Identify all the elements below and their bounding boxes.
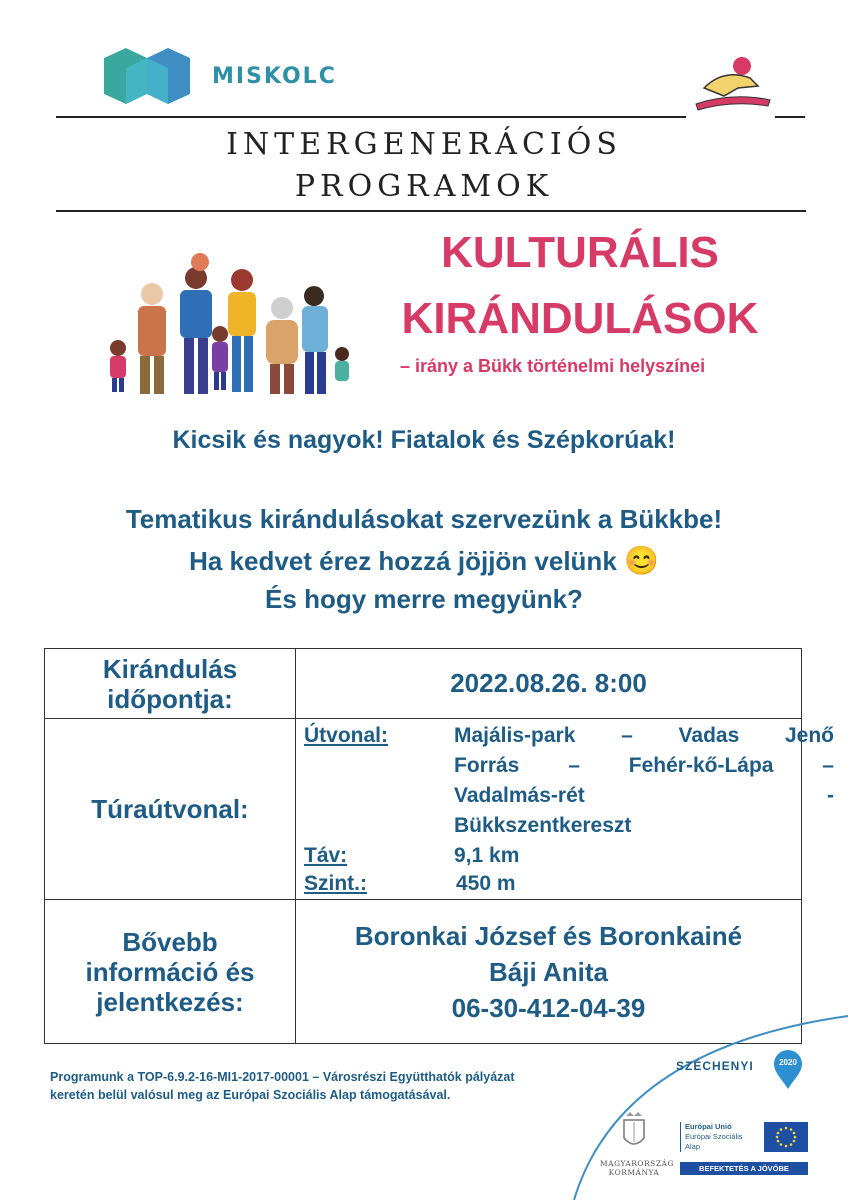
program-title-line2: PROGRAMOK bbox=[294, 169, 554, 204]
route-line2: Forrás – Fehér-kő-Lápa – bbox=[454, 754, 834, 777]
logo-text: MISKOLC bbox=[212, 64, 337, 89]
eu-text-block bbox=[680, 1122, 763, 1152]
szint-value: 450 m bbox=[456, 872, 516, 895]
intro-line3: És hogy merre megyünk? bbox=[265, 584, 583, 614]
utvonal-label: Útvonal: bbox=[304, 724, 388, 747]
route-line4: Bükkszentkereszt bbox=[454, 814, 632, 837]
route-cell bbox=[296, 719, 834, 900]
smiley-icon: 😊 bbox=[624, 545, 659, 576]
eu-line3: Alap bbox=[685, 1142, 701, 1151]
skater-icon bbox=[688, 52, 774, 118]
header-rule-right bbox=[775, 116, 805, 118]
szechenyi-label: SZÉCHENYI bbox=[676, 1059, 754, 1073]
intro-line2-wrap bbox=[0, 544, 848, 577]
route-label: Túraútvonal: bbox=[45, 719, 296, 900]
eu-line1: Európai Unió bbox=[685, 1122, 732, 1131]
headline-line2: KIRÁNDULÁSOK bbox=[401, 294, 759, 343]
family-illustration bbox=[102, 250, 352, 400]
miskolc-logo-icon bbox=[104, 48, 190, 104]
contact-name-line2: Báji Anita bbox=[489, 956, 608, 987]
gov-line1: MAGYARORSZÁG bbox=[600, 1159, 674, 1168]
route-line1: Majális-park – Vadas Jenő bbox=[454, 724, 834, 747]
tagline: Kicsik és nagyok! Fiatalok és Szépkorúak! bbox=[172, 426, 676, 454]
contact-phone: 06-30-412-04-39 bbox=[451, 992, 646, 1023]
tav-value: 9,1 km bbox=[454, 844, 520, 867]
coat-of-arms-icon bbox=[600, 1112, 668, 1154]
route-line3: Vadalmás-rét - bbox=[454, 784, 834, 807]
szint-label: Szint.: bbox=[304, 872, 367, 895]
szechenyi-2020-pin-icon bbox=[773, 1050, 803, 1090]
szechenyi-year: 2020 bbox=[779, 1058, 797, 1067]
intro-line2: Ha kedvet érez hozzá jöjjön velünk bbox=[189, 546, 617, 576]
info-label: Bővebb információ és jelentkezés: bbox=[45, 900, 296, 1044]
trip-info-table bbox=[44, 648, 834, 1044]
funding-note: Programunk a TOP-6.9.2-16-MI1-2017-00001 – Városrészi Együtthatók pályázat keretén belül valósul meg az Európai Szociális Alap támogatásával. bbox=[50, 1070, 515, 1102]
hungarian-government-logo bbox=[600, 1112, 674, 1182]
intro-line1: Tematikus kirándulásokat szervezünk a Bükkbe! bbox=[125, 504, 723, 534]
contact-name-line1: Boronkai József és Boronkainé bbox=[354, 920, 743, 951]
date-value: 2022.08.26. 8:00 bbox=[296, 649, 802, 719]
program-title-rule bbox=[56, 210, 806, 212]
headline-subtitle: – irány a Bükk történelmi helyszínei bbox=[400, 356, 706, 376]
headline-line1: KULTURÁLIS bbox=[441, 228, 719, 277]
tav-label: Táv: bbox=[304, 844, 348, 867]
header-rule-left bbox=[56, 116, 686, 118]
table-row-date bbox=[45, 649, 802, 719]
gov-line2: KORMÁNYA bbox=[608, 1168, 660, 1177]
eu-flag-icon bbox=[764, 1122, 808, 1152]
program-title-line1: INTERGENERÁCIÓS bbox=[226, 127, 622, 162]
eu-slogan: BEFEKTETÉS A JÖVŐBE bbox=[680, 1162, 808, 1175]
eu-line2: Európai Szociális bbox=[685, 1132, 743, 1141]
route-details bbox=[296, 719, 834, 899]
eu-fund-logo bbox=[676, 1118, 810, 1176]
table-row-route bbox=[45, 719, 802, 900]
date-label: Kirándulás időpontja: bbox=[45, 649, 296, 719]
